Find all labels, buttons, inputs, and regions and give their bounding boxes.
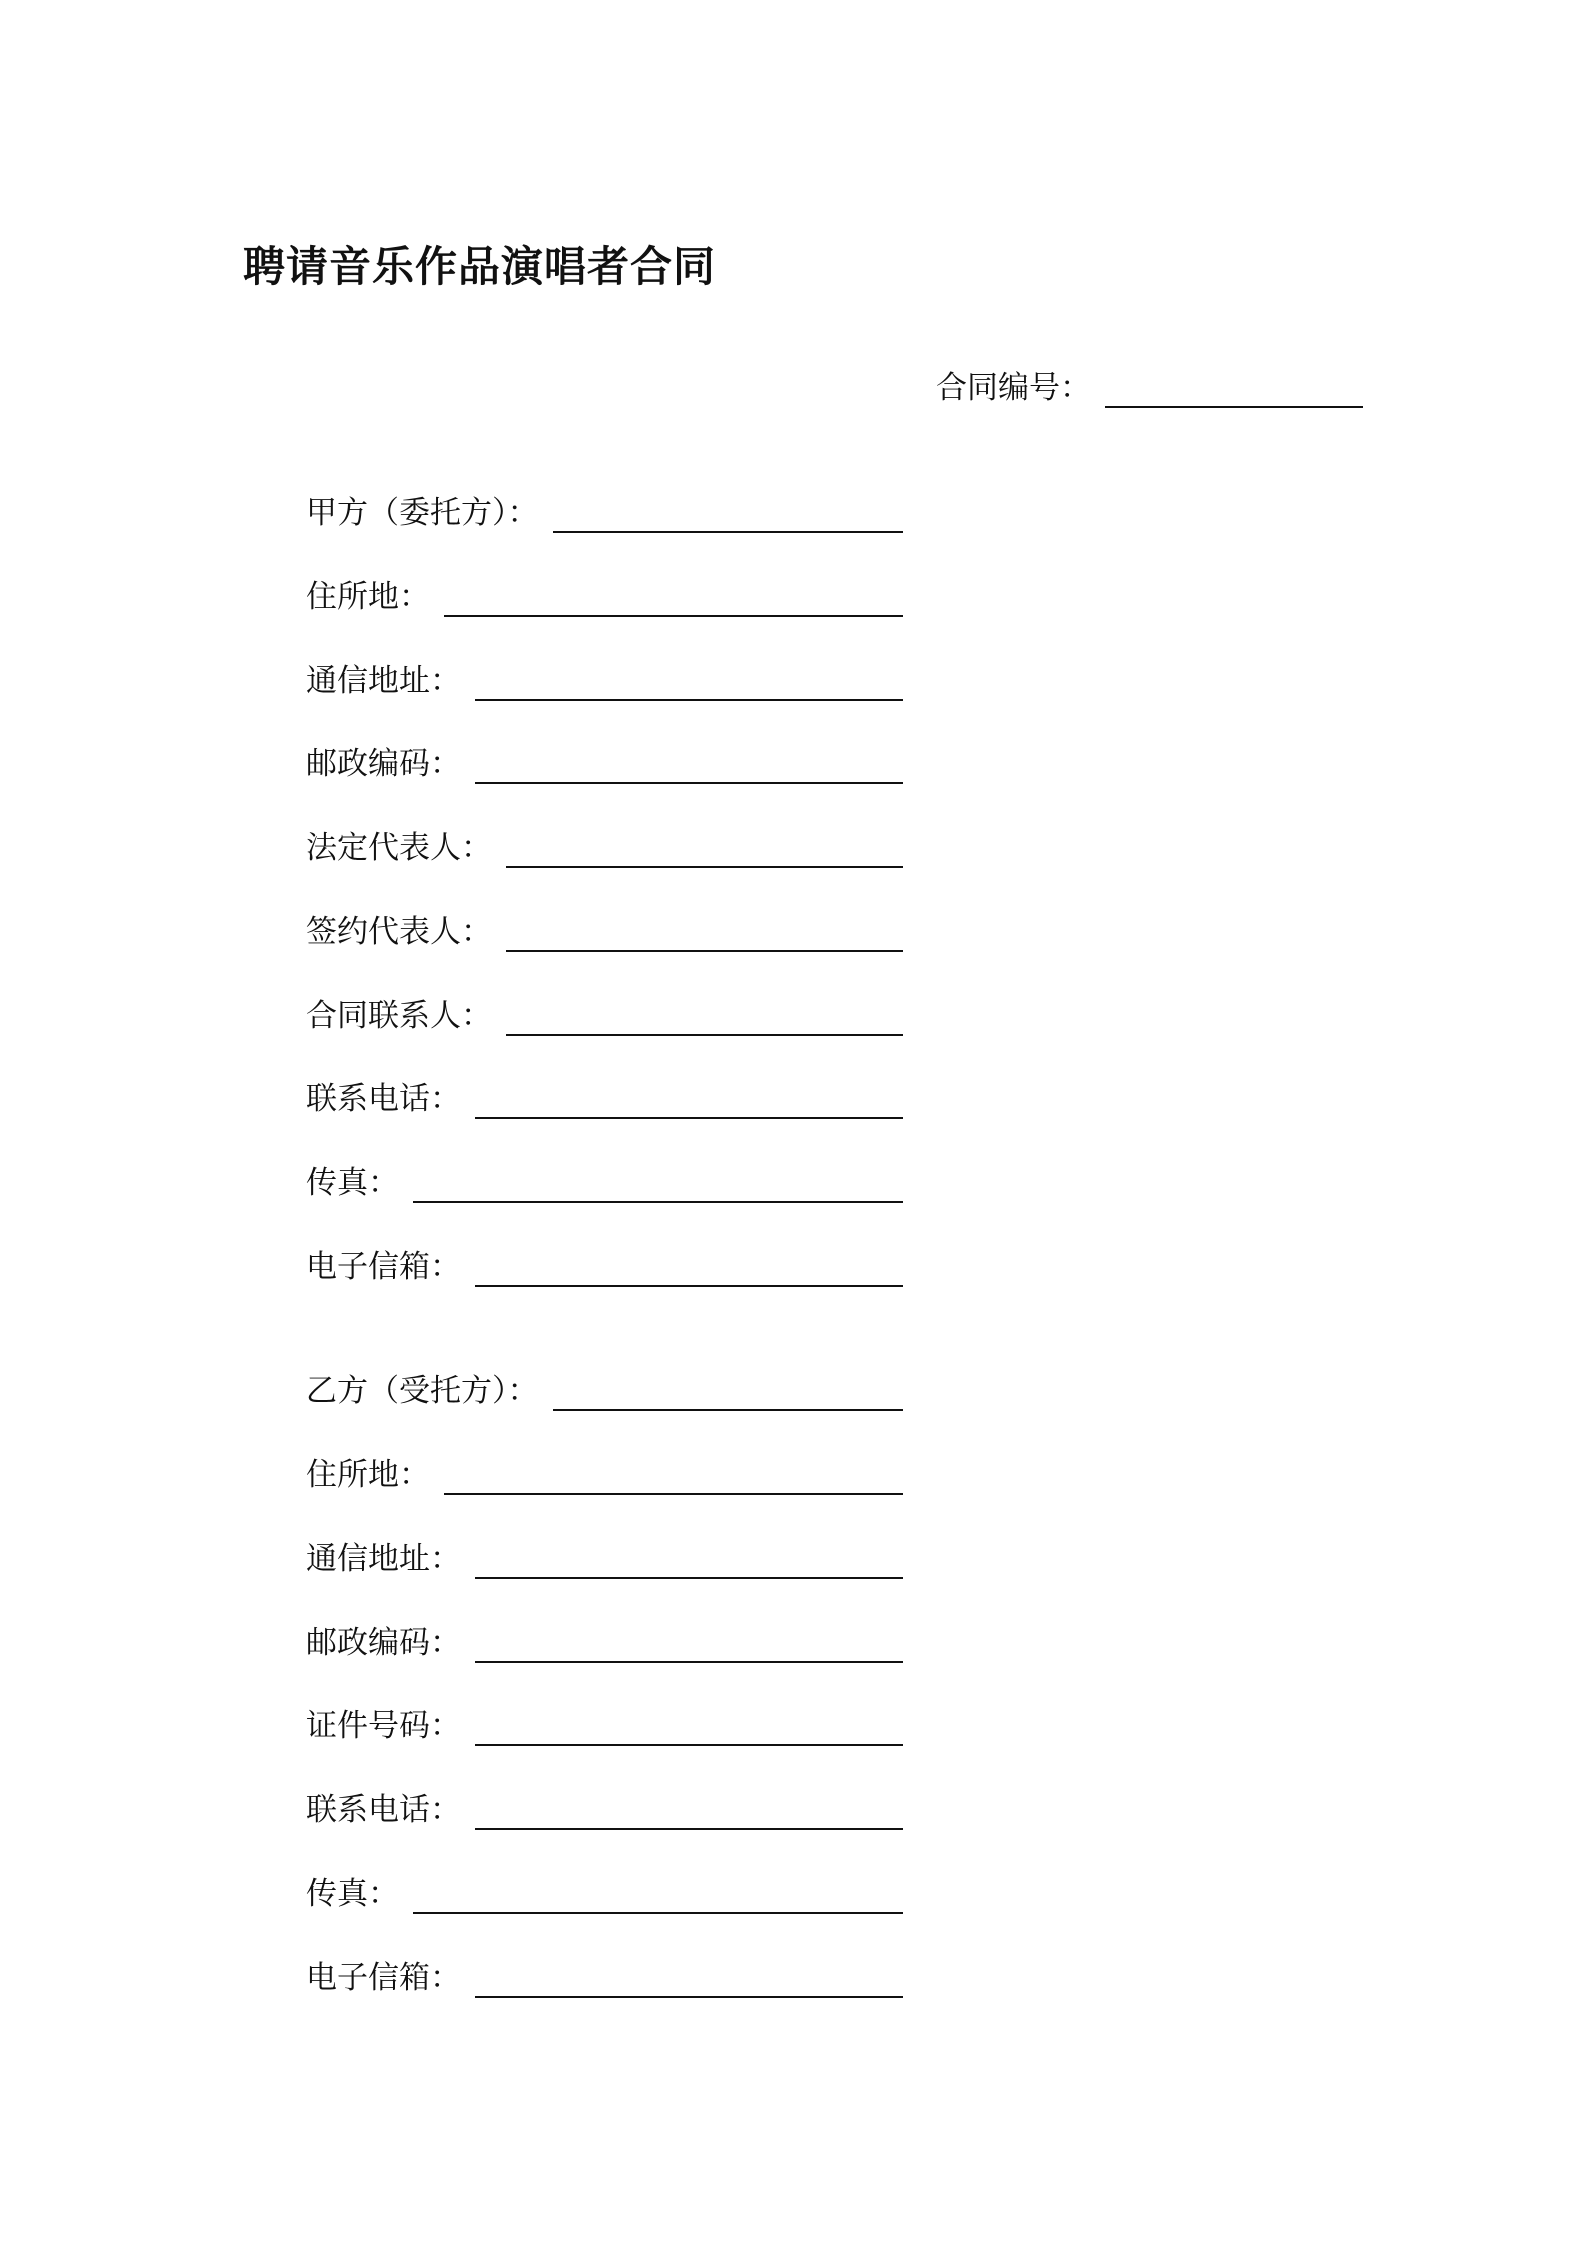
party-b-postal-code-label: 邮政编码： (306, 1625, 461, 1661)
party-b-domicile-blank[interactable] (444, 1453, 903, 1495)
party-b-fax-label: 传真： (306, 1876, 399, 1912)
contract-number-blank[interactable] (1105, 366, 1363, 408)
party-b-phone-row (306, 1784, 903, 1830)
party-b-phone-label: 联系电话： (306, 1792, 461, 1828)
party-a-contact-person-row (306, 990, 903, 1036)
party-a-domicile-blank[interactable] (444, 575, 903, 617)
party-b-mailing-address-row (306, 1533, 903, 1579)
party-a-fax-row (306, 1157, 903, 1203)
party-a-postal-code-row (306, 738, 903, 784)
party-a-contact-person-label: 合同联系人： (306, 998, 492, 1034)
contract-number-label: 合同编号： (936, 370, 1091, 406)
contract-number-row (936, 362, 1363, 408)
party-a-phone-row (306, 1073, 903, 1119)
party-a-domicile-row (306, 571, 903, 617)
party-a-phone-blank[interactable] (475, 1077, 903, 1119)
document-title: 聘请音乐作品演唱者合同 (243, 242, 717, 291)
party-b-email-row (306, 1952, 903, 1998)
party-a-domicile-label: 住所地： (306, 579, 430, 615)
party-b-email-blank[interactable] (475, 1956, 903, 1998)
party-a-postal-code-blank[interactable] (475, 742, 903, 784)
party-a-name-row (306, 487, 903, 533)
party-b-mailing-address-blank[interactable] (475, 1537, 903, 1579)
party-b-name-row (306, 1365, 903, 1411)
party-a-signing-rep-row (306, 906, 903, 952)
party-b-name-label: 乙方（受托方）： (306, 1373, 539, 1409)
party-b-fax-row (306, 1868, 903, 1914)
party-b-id-number-label: 证件号码： (306, 1708, 461, 1744)
party-b-phone-blank[interactable] (475, 1788, 903, 1830)
party-a-email-label: 电子信箱： (306, 1249, 461, 1285)
party-a-contact-person-blank[interactable] (506, 994, 903, 1036)
party-a-mailing-address-row (306, 655, 903, 701)
party-b-mailing-address-label: 通信地址： (306, 1541, 461, 1577)
party-b-id-number-blank[interactable] (475, 1704, 903, 1746)
party-a-mailing-address-blank[interactable] (475, 659, 903, 701)
party-b-id-number-row (306, 1700, 903, 1746)
party-a-phone-label: 联系电话： (306, 1081, 461, 1117)
party-a-email-row (306, 1241, 903, 1287)
party-a-signing-rep-label: 签约代表人： (306, 914, 492, 950)
party-b-domicile-row (306, 1449, 903, 1495)
party-b-domicile-label: 住所地： (306, 1457, 430, 1493)
party-a-email-blank[interactable] (475, 1245, 903, 1287)
party-a-signing-rep-blank[interactable] (506, 910, 903, 952)
party-a-mailing-address-label: 通信地址： (306, 663, 461, 699)
party-b-postal-code-blank[interactable] (475, 1621, 903, 1663)
party-b-fax-blank[interactable] (413, 1872, 903, 1914)
party-a-legal-rep-blank[interactable] (506, 826, 903, 868)
party-b-postal-code-row (306, 1617, 903, 1663)
party-a-postal-code-label: 邮政编码： (306, 746, 461, 782)
party-a-fax-blank[interactable] (413, 1161, 903, 1203)
party-a-name-blank[interactable] (553, 491, 904, 533)
party-a-legal-rep-row (306, 822, 903, 868)
party-a-legal-rep-label: 法定代表人： (306, 830, 492, 866)
party-b-name-blank[interactable] (553, 1369, 904, 1411)
party-a-name-label: 甲方（委托方）： (306, 495, 539, 531)
party-a-fax-label: 传真： (306, 1165, 399, 1201)
party-b-email-label: 电子信箱： (306, 1960, 461, 1996)
